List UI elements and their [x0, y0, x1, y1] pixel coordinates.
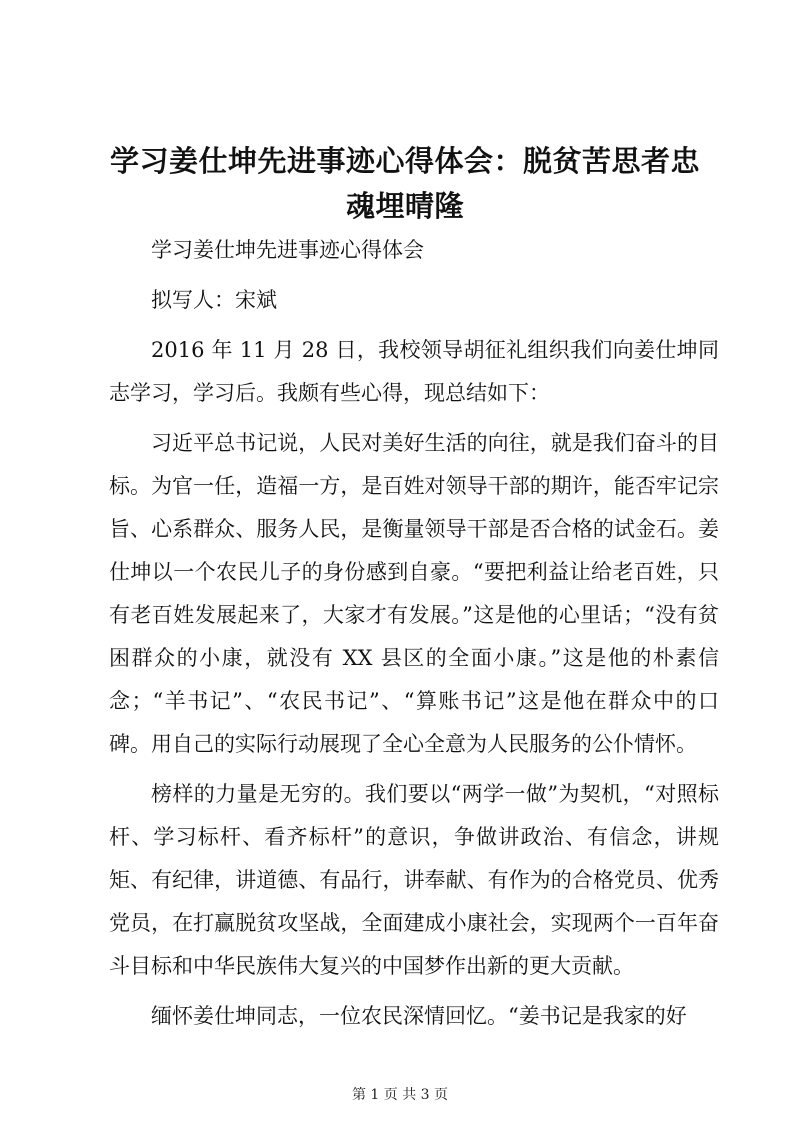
body-paragraph: 习近平总书记说，人民对美好生活的向往，就是我们奋斗的目标。为官一任，造福一方，是百姓对领导干部的期许，能否牢记宗旨、心系群众、服务人民，是衡量领导干部是否合格的试金石。姜仕坤以一个农民儿子的身份感到自豪。“要把利益让给老百姓，只有老百姓发展起来了，大家才有发展。”这是他的心里话；“没有贫困群众的小康，就没有 XX 县区的全面小康。”这是他的朴素信念；“羊书记”、“农民书记”、“算账书记”这是他在群众中的口碑。用自己的实际行动展现了全心全意为人民服务的公仆情怀。 [109, 431, 719, 756]
author-paragraph: 拟写人：宋斌 [151, 288, 277, 312]
subtitle-paragraph: 学习姜仕坤先进事迹心得体会 [151, 238, 424, 262]
document-body [109, 229, 719, 1045]
body-paragraph: 2016 年 11 月 28 日，我校领导胡征礼组织我们向姜仕坤同志学习，学习后。我颇有些心得，现总结如下： [109, 338, 719, 405]
document-title: 学习姜仕坤先进事迹心得体会：脱贫苦思者忠魂埋晴隆 [109, 144, 700, 223]
body-paragraph: 缅怀姜仕坤同志，一位农民深情回忆。“姜书记是我家的好 [151, 1004, 687, 1028]
page-indicator: 第 1 页 共 3 页 [351, 1087, 449, 1103]
page-footer [0, 1085, 800, 1105]
body-paragraph: 榜样的力量是无穷的。我们要以“两学一做”为契机，“对照标杆、学习标杆、看齐标杆”的意识，争做讲政治、有信念，讲规矩、有纪律，讲道德、有品行，讲奉献、有作为的合格党员、优秀党员，在打赢脱贫攻坚战，全面建成小康社会，实现两个一百年奋斗目标和中华民族伟大复兴的中国梦作出新的更大贡献。 [109, 782, 719, 978]
